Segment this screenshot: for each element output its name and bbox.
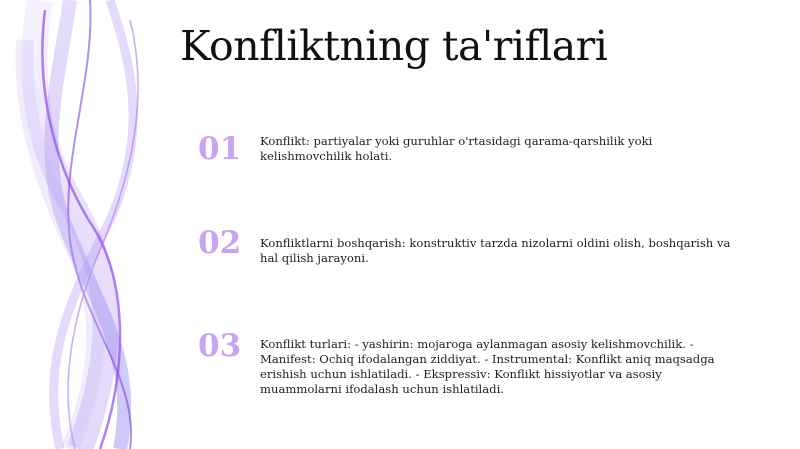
item-text: Konflikt: partiyalar yoki guruhlar o'rtasidagi qarama-qarshilik yoki kelishmovchilik holati. <box>260 134 653 163</box>
item-number: 02 <box>198 225 242 261</box>
purple-smoke-ribbon-decoration <box>0 0 200 449</box>
item-text: Konfliktlarni boshqarish: konstruktiv tarzda nizolarni oldini olish, boshqarish va hal qilish jarayoni. <box>260 236 731 265</box>
item-text: Konflikt turlari: - yashirin: mojaroga aylanmagan asosiy kelishmovchilik. - Manifest: Ochiq ifodalangan ziddiyat. - Instrumental: Konflikt aniq maqsadga erishish uchun ishlatiladi. - Ekspressiv: Konflikt hissiyotlar va asosiy muammolarni ifodalash uchun ishlatiladi. <box>260 337 715 396</box>
item-number: 01 <box>198 131 242 167</box>
slide-title: Konfliktning ta'riflari <box>180 22 608 70</box>
item-number: 03 <box>198 328 242 364</box>
